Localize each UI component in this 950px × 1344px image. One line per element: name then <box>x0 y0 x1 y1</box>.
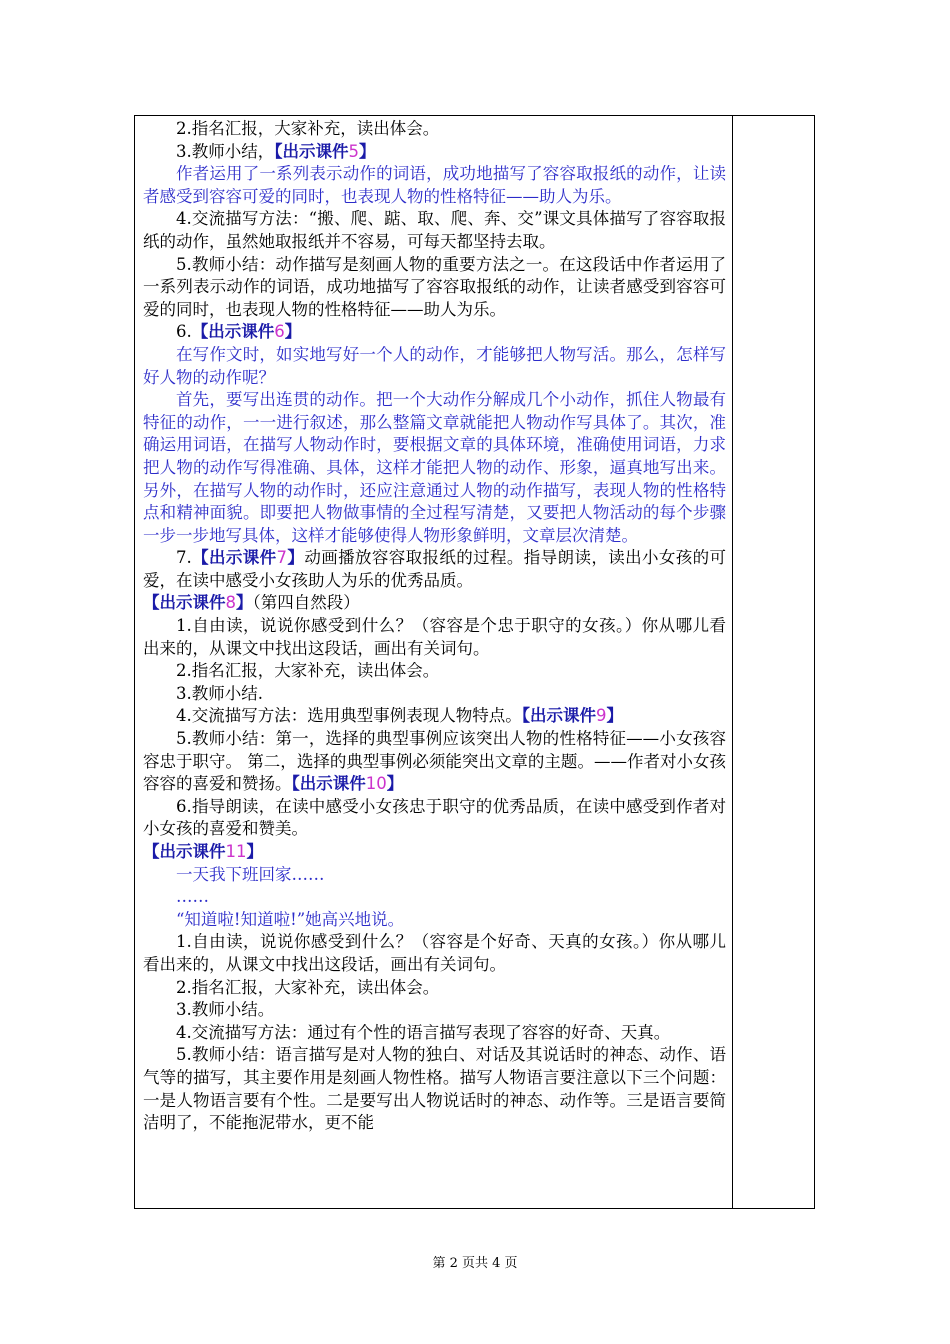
paragraph: 6.指导朗读，在读中感受小女孩忠于职守的优秀品质，在读中感受到作者对小女孩的喜爱和赞美。 <box>143 796 726 839</box>
lesson-content-cell <box>135 116 733 1208</box>
paragraph: 一天我下班回家…… <box>176 864 325 884</box>
paragraph: 7.【出示课件7】动画播放容容取报纸的过程。指导朗读，读出小女孩的可爱，在读中感受小女孩助人为乐的优秀品质。 <box>143 548 726 590</box>
paragraph: 4.交流描写方法：选用典型事例表现人物特点。【出示课件9】 <box>176 706 623 726</box>
paragraph: “知道啦!知道啦!”她高兴地说。 <box>176 909 405 929</box>
paragraph: 5.教师小结：动作描写是刻画人物的重要方法之一。在这段话中作者运用了一系列表示动作的词语，成功地描写了容容取报纸的动作，让读者感受到容容可爱的同时，也表现人物的性格特征——助人为乐。 <box>143 254 726 319</box>
paragraph: 6.【出示课件6】 <box>176 322 302 342</box>
paragraph: 5.教师小结：第一，选择的典型事例应该突出人物的性格特征——小女孩容容忠于职守。 第二，选择的典型事例必须能突出文章的主题。——作者对小女孩容容的喜爱和赞扬。【出示课件10】 <box>143 729 726 794</box>
paragraph: 在写作文时，如实地写好一个人的动作，才能够把人物写活。那么，怎样写好人物的动作呢？ <box>143 344 726 387</box>
lesson-table <box>134 115 815 1209</box>
courseware-tag: 【出示课件7】 <box>191 548 305 568</box>
paragraph: 2.指名汇报，大家补充，读出体会。 <box>176 977 440 997</box>
paragraph: 3.教师小结。 <box>176 1000 275 1020</box>
courseware-tag: 【出示课件8】 <box>143 593 253 613</box>
paragraph: 2.指名汇报，大家补充，读出体会。 <box>176 119 440 138</box>
paragraph: …… <box>176 887 209 907</box>
paragraph: 3.教师小结. <box>176 683 263 703</box>
paragraph: 1.自由读，说说你感受到什么？（容容是个好奇、天真的女孩。）你从哪儿看出来的，从课文中找出这段话，画出有关词句。 <box>143 932 726 974</box>
paragraph: 2.指名汇报，大家补充，读出体会。 <box>176 661 440 681</box>
paragraph: 作者运用了一系列表示动作的词语，成功地描写了容容取报纸的动作，让读者感受到容容可爱的同时，也表现人物的性格特征——助人为乐。 <box>143 164 726 206</box>
courseware-tag: 【出示课件11】 <box>143 842 263 861</box>
page-footer: 第 2 页共 4 页 <box>432 1256 518 1271</box>
paragraph: 1.自由读，说说你感受到什么？（容容是个忠于职守的女孩。）你从哪儿看出来的，从课文中找出这段话，画出有关词句。 <box>143 616 726 658</box>
notes-cell <box>733 116 814 1208</box>
paragraph: 3.教师小结，【出示课件5】 <box>176 141 376 161</box>
courseware-tag: 【出示课件9】 <box>521 706 623 726</box>
paragraph: 4.交流描写方法：“搬、爬、踮、取、爬、奔、交”课文具体描写了容容取报纸的动作，虽然她取报纸并不容易，可每天都坚持去取。 <box>143 209 726 251</box>
courseware-tag: 【出示课件10】 <box>291 774 404 794</box>
paragraph: 首先，要写出连贯的动作。把一个大动作分解成几个小动作，抓住人物最有特征的动作，一一进行叙述，那么整篇文章就能把人物动作写具体了。其次，准确运用词语，在描写人物动作时，要根据文章的具体环境，准确使用词语，力求把人物的动作写得准确、具体，这样才能把人物的动作、形象，逼真地写出来。另外，在描写人物的动作时，还应注意通过人物的动作描写，表现人物的性格特点和精神面貌。即要把人物做事情的全过程写清楚，又要把人物活动的每个步骤一步一步地写具体，这样才能够使得人物形象鲜明，文章层次清楚。 <box>143 390 726 545</box>
courseware-tag: 【出示课件5】 <box>274 141 376 161</box>
paragraph: 5.教师小结：语言描写是对人物的独白、对话及其说话时的神态、动作、语气等的描写，其主要作用是刻画人物性格。描写人物语言要注意以下三个问题：一是人物语言要有个性。二是要写出人物说话时的神态、动作等。三是语言要简洁明了，不能拖泥带水，更不能 <box>143 1045 726 1133</box>
paragraph: 【出示课件8】（第四自然段） <box>143 593 360 613</box>
courseware-tag: 【出示课件6】 <box>191 322 302 342</box>
paragraph <box>143 841 726 864</box>
paragraph: 4.交流描写方法：通过有个性的语言描写表现了容容的好奇、天真。 <box>176 1022 671 1042</box>
lesson-text <box>135 116 732 1135</box>
